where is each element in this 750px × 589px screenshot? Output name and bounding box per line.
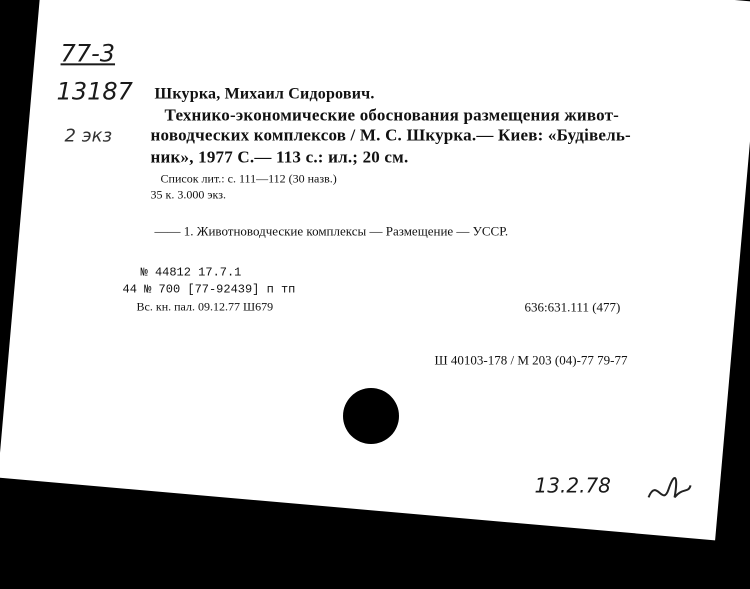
title-line-2: новодческих комплексов / М. С. Шкурка.— Киев: «Будівель- bbox=[150, 125, 631, 145]
chamber-date: Вс. кн. пал. 09.12.77 Ш679 bbox=[136, 299, 274, 314]
initials-signature bbox=[645, 467, 695, 513]
handwritten-date: 13.2.78 bbox=[534, 473, 611, 498]
shelf-mark-top: 77-3 bbox=[60, 39, 116, 68]
bibliography-note: Список лит.: с. 111—112 (30 назв.) bbox=[160, 171, 337, 186]
title-line-1: Технико-экономические обоснования размещения живот- bbox=[164, 105, 620, 125]
order-number: 44 № 700 [77-92439] п тп bbox=[122, 282, 296, 297]
signature-mark bbox=[645, 467, 695, 507]
punch-hole bbox=[343, 388, 399, 444]
card-content bbox=[5, 0, 750, 524]
registration-number: № 44812 17.7.1 bbox=[140, 265, 242, 280]
udc-index: 636:631.111 (477) bbox=[524, 299, 621, 315]
subject-tracing: —— 1. Животноводческие комплексы — Размещение — УССР. bbox=[154, 223, 509, 239]
catalog-code: Ш 40103-178 / М 203 (04)-77 79-77 bbox=[434, 352, 628, 368]
author-heading: Шкурка, Михаил Сидорович. bbox=[154, 85, 375, 103]
shelf-mark-bottom: 13187 bbox=[56, 77, 133, 106]
copies-note: 2 экз bbox=[64, 125, 113, 147]
price-print-run: 35 к. 3.000 экз. bbox=[150, 187, 226, 202]
title-line-3: ник», 1977 С.— 113 с.: ил.; 20 см. bbox=[150, 147, 409, 167]
